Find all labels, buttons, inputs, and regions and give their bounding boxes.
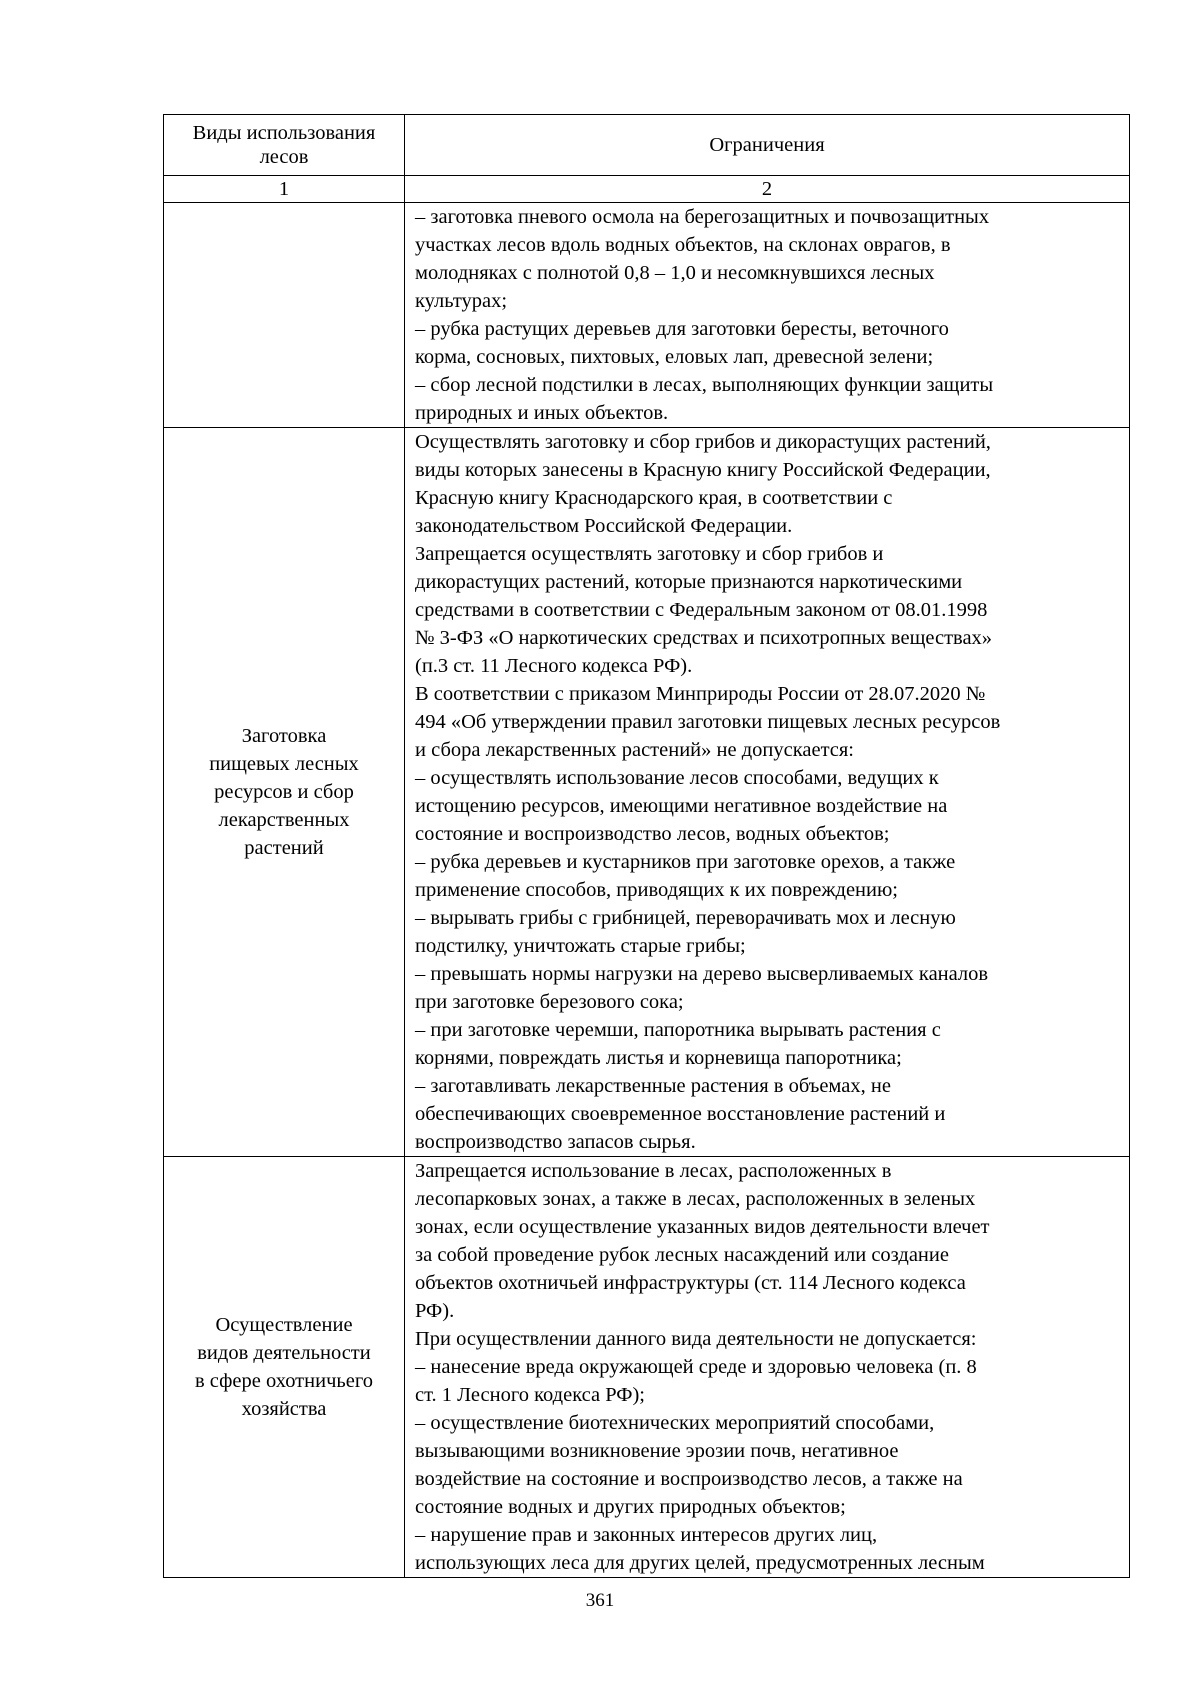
header-forest-use-types	[164, 115, 405, 176]
restriction-text-line: – при заготовке черемши, папоротника вырывать растения с	[415, 1019, 941, 1041]
table-body	[164, 203, 1130, 1578]
forest-use-type-line: Заготовка	[241, 725, 327, 747]
restriction-text-line: – превышать нормы нагрузки на дерево высверливаемых каналов	[415, 963, 989, 985]
header-restrictions: Ограничения	[405, 115, 1130, 176]
restriction-text-line: – осуществление биотехнических мероприятий способами,	[415, 1412, 935, 1434]
table-row	[164, 203, 1130, 428]
forest-use-type-line: ресурсов и сбор	[214, 781, 354, 803]
restriction-text-line: 494 «Об утверждении правил заготовки пищевых лесных ресурсов	[415, 711, 1001, 733]
forest-use-type-line: видов деятельности	[197, 1342, 371, 1364]
restriction-text-line: – сбор лесной подстилки в лесах, выполняющих функции защиты	[415, 374, 994, 396]
restriction-text-line: законодательством Российской Федерации.	[415, 515, 793, 537]
restriction-text-line: (п.3 ст. 11 Лесного кодекса РФ).	[415, 655, 693, 677]
restriction-text-line: – нанесение вреда окружающей среде и здоровью человека (п. 8	[415, 1356, 977, 1378]
restriction-text-line: – заготавливать лекарственные растения в объемах, не	[415, 1075, 891, 1097]
restriction-text-line: культурах;	[415, 290, 508, 312]
restriction-text-line: применение способов, приводящих к их повреждению;	[415, 879, 898, 901]
restriction-text-line: корма, сосновых, пихтовых, еловых лап, древесной зелени;	[415, 346, 934, 368]
restriction-text-line: При осуществлении данного вида деятельности не допускается:	[415, 1328, 977, 1350]
column-number-2: 2	[405, 176, 1130, 203]
restrictions-table	[163, 114, 1130, 1578]
forest-use-type-line: Осуществление	[215, 1314, 353, 1336]
restriction-text-line: воспроизводство запасов сырья.	[415, 1131, 696, 1153]
forest-use-type-cell	[164, 203, 405, 428]
restriction-text-line: – вырывать грибы с грибницей, переворачивать мох и лесную	[415, 907, 956, 929]
restriction-text-line: воздействие на состояние и воспроизводство лесов, а также на	[415, 1468, 963, 1490]
restriction-text-line: вызывающими возникновение эрозии почв, негативное	[415, 1440, 899, 1462]
restriction-text-line: – рубка деревьев и кустарников при заготовке орехов, а также	[415, 851, 956, 873]
restriction-text-line: Осуществлять заготовку и сбор грибов и дикорастущих растений,	[415, 431, 991, 453]
restrictions-cell	[405, 1157, 1130, 1578]
restriction-text-line: средствами в соответствии с Федеральным законом от 08.01.1998	[415, 599, 988, 621]
restriction-text-line: и сбора лекарственных растений» не допускается:	[415, 739, 854, 761]
forest-use-type-cell	[164, 428, 405, 1157]
table-header-row	[164, 115, 1130, 176]
restriction-text-line: объектов охотничьей инфраструктуры (ст. 114 Лесного кодекса	[415, 1272, 966, 1294]
restriction-text-line: Запрещается осуществлять заготовку и сбор грибов и	[415, 543, 884, 565]
restriction-text-line: природных и иных объектов.	[415, 402, 669, 424]
restrictions-cell	[405, 428, 1130, 1157]
forest-use-type-cell	[164, 1157, 405, 1578]
forest-use-type-line: хозяйства	[241, 1398, 327, 1420]
header-col1-line: лесов	[259, 146, 309, 168]
restriction-text-line: за собой проведение рубок лесных насаждений или создание	[415, 1244, 949, 1266]
restriction-text-line: зонах, если осуществление указанных видов деятельности влечет	[415, 1216, 990, 1238]
restriction-text-line: В соответствии с приказом Минприроды России от 28.07.2020 №	[415, 683, 986, 705]
restriction-text-line: состояние и воспроизводство лесов, водных объектов;	[415, 823, 890, 845]
restriction-text-line: Запрещается использование в лесах, расположенных в	[415, 1160, 892, 1182]
table-row	[164, 1157, 1130, 1578]
forest-use-type-line: лекарственных	[218, 809, 350, 831]
restriction-text-line: использующих леса для других целей, предусмотренных лесным	[415, 1552, 985, 1574]
forest-use-type-line: в сфере охотничьего	[194, 1370, 373, 1392]
restriction-text-line: корнями, повреждать листья и корневища папоротника;	[415, 1047, 902, 1069]
restriction-text-line: – рубка растущих деревьев для заготовки бересты, веточного	[415, 318, 949, 340]
restriction-text-line: обеспечивающих своевременное восстановление растений и	[415, 1103, 946, 1125]
restriction-text-line: подстилку, уничтожать старые грибы;	[415, 935, 746, 957]
restriction-text-line: состояние водных и других природных объектов;	[415, 1496, 846, 1518]
restriction-text-line: виды которых занесены в Красную книгу Российской Федерации,	[415, 459, 991, 481]
restriction-text-line: истощению ресурсов, имеющими негативное воздействие на	[415, 795, 948, 817]
restriction-text-line: дикорастущих растений, которые признаются наркотическими	[415, 571, 963, 593]
restriction-text-line: РФ).	[415, 1300, 455, 1322]
header-col1-line: Виды использования	[192, 122, 376, 144]
forest-use-type-line: растений	[244, 837, 324, 859]
page-number: 361	[585, 1590, 615, 1611]
restriction-text-line: № 3-ФЗ «О наркотических средствах и психотропных веществах»	[415, 627, 993, 649]
column-number-row	[164, 176, 1130, 203]
restriction-text-line: при заготовке березового сока;	[415, 991, 684, 1013]
restriction-text-line: – осуществлять использование лесов способами, ведущих к	[415, 767, 939, 789]
table-row	[164, 428, 1130, 1157]
restriction-text-line: участках лесов вдоль водных объектов, на склонах оврагов, в	[415, 234, 951, 256]
restriction-text-line: – нарушение прав и законных интересов других лиц,	[415, 1524, 878, 1546]
restriction-text-line: ст. 1 Лесного кодекса РФ);	[415, 1384, 646, 1406]
column-number-1: 1	[164, 176, 405, 203]
restriction-text-line: лесопарковых зонах, а также в лесах, расположенных в зеленых	[415, 1188, 976, 1210]
restriction-text-line: молодняках с полнотой 0,8 – 1,0 и несомкнувшихся лесных	[415, 262, 935, 284]
restriction-text-line: Красную книгу Краснодарского края, в соответствии с	[415, 487, 893, 509]
forest-use-type-line: пищевых лесных	[209, 753, 359, 775]
restriction-text-line: – заготовка пневого осмола на берегозащитных и почвозащитных	[415, 206, 990, 228]
restrictions-cell	[405, 203, 1130, 428]
